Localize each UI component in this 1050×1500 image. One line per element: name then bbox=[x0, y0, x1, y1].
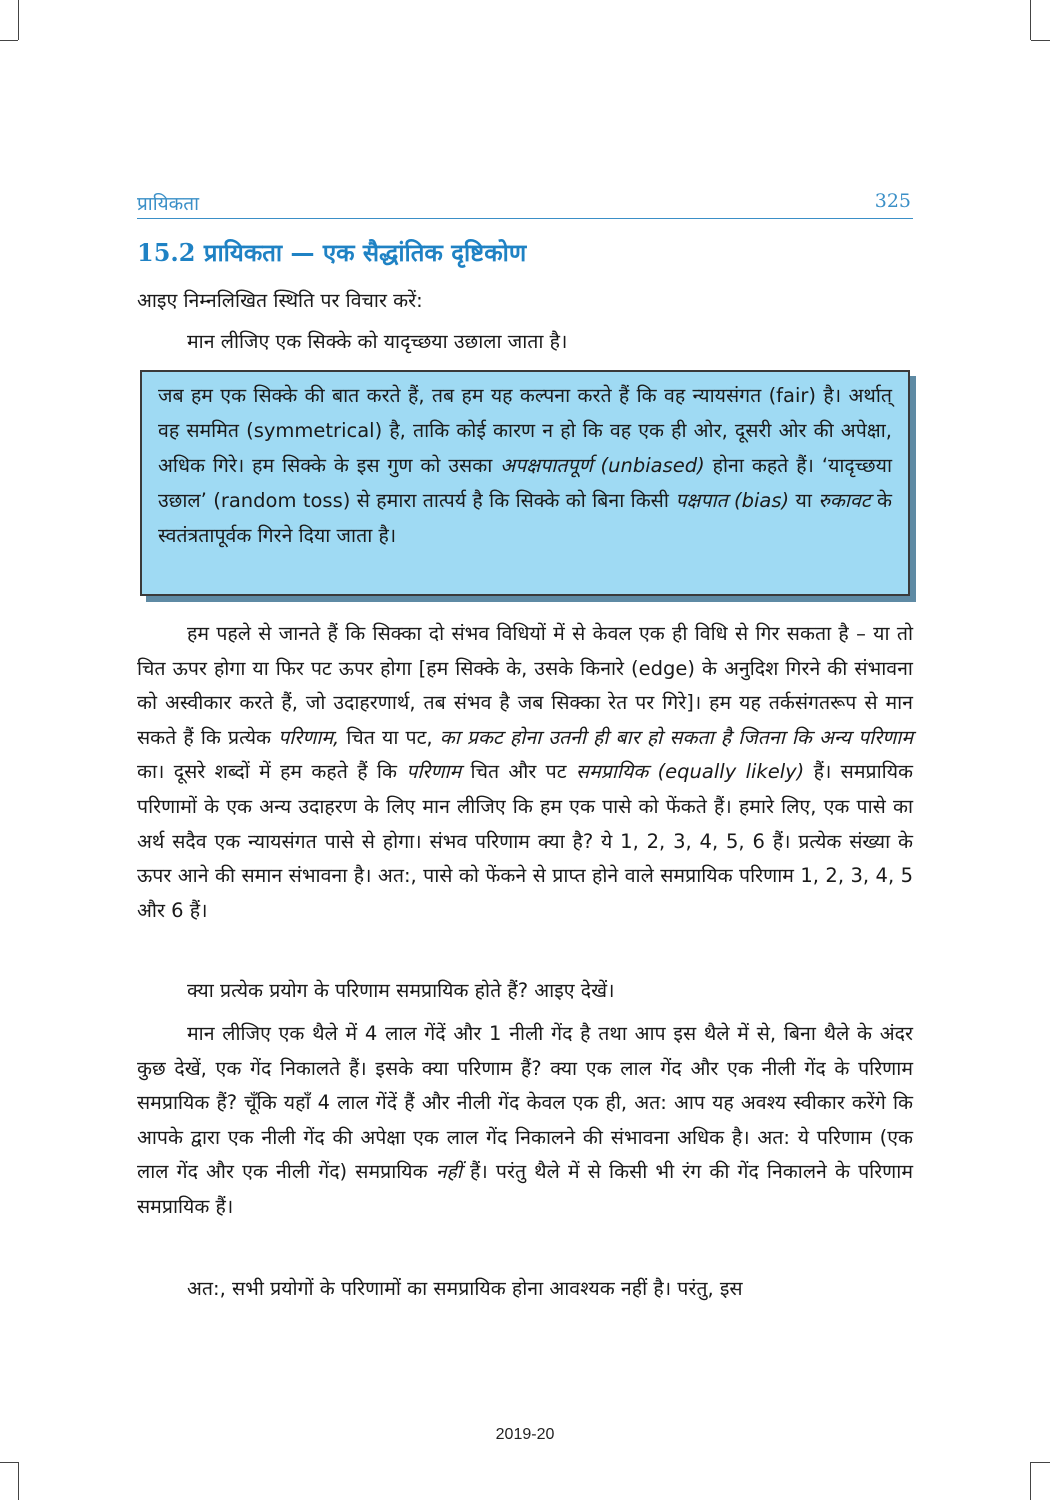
definition-callout-box bbox=[140, 370, 910, 596]
callout-shadow-right bbox=[910, 376, 916, 602]
section-title-text: प्रायिकता — एक सैद्धांतिक दृष्टिकोण bbox=[203, 239, 527, 267]
section-heading bbox=[137, 236, 913, 269]
crop-mark-bottom-left-h bbox=[0, 1462, 18, 1463]
callout-text-part: या bbox=[789, 489, 819, 512]
crop-mark-bottom-left-v bbox=[18, 1462, 19, 1500]
paragraph-text: चित या पट, bbox=[339, 725, 440, 749]
paragraph-question: क्या प्रत्येक प्रयोग के परिणाम समप्रायिक होते हैं? आइए देखें। bbox=[187, 979, 615, 1002]
paragraph-emphasis: नहीं bbox=[435, 1160, 462, 1184]
running-header bbox=[137, 188, 913, 219]
paragraph-emphasis: परिणाम, bbox=[278, 725, 340, 749]
callout-text-part: जब हम एक सिक्के की बात करते हैं, तब हम यह कल्पना करते हैं कि वह न्यायसंगत (fair) है। अर्थात् वह सममित (symmetrical) है, ताकि कोई कारण न हो कि वह एक ही ओर, दूसरी ओर की अपेक्षा, अधिक गिरे। हम सिक्के के इस गुण को उसका bbox=[158, 384, 892, 477]
paragraph-emphasis: परिणाम bbox=[406, 760, 462, 784]
statement-line: मान लीजिए एक सिक्के को यादृच्छया उछाला जाता है। bbox=[187, 330, 568, 353]
paragraph-coin-die bbox=[137, 617, 913, 928]
crop-mark-top-left-h bbox=[0, 40, 18, 41]
paragraph-text: का। दूसरे शब्दों में हम कहते हैं कि bbox=[137, 760, 407, 784]
paragraph-text: मान लीजिए एक थैले में 4 लाल गेंदें और 1 नीली गेंद है तथा आप इस थैले में से, बिना थैले के अंदर कुछ देखें, एक गेंद निकालते हैं। इसके क्या परिणाम हैं? क्या एक लाल गेंद और एक नीली गेंद के परिणाम समप्रायिक हैं? चूँकि यहाँ 4 लाल गेंदें हैं और नीली गेंद केवल एक ही, अत: आप यह अवश्य स्वीकार करेंगे कि आपके द्वारा एक नीली गेंद की अपेक्षा एक लाल गेंद निकालने की संभावना अधिक है। अत: ये परिणाम (एक लाल गेंद और एक नीली गेंद) समप्रायिक bbox=[137, 1022, 913, 1184]
intro-line: आइए निम्नलिखित स्थिति पर विचार करें: bbox=[137, 289, 423, 312]
paragraph-text: चित और पट bbox=[461, 760, 576, 784]
paragraph-balls bbox=[137, 1017, 913, 1225]
callout-emphasis: रुकावट bbox=[818, 489, 871, 512]
paragraph-text: हैं। परंतु थैले में से किसी भी रंग की गेंद निकालने के परिणाम समप्रायिक हैं। bbox=[137, 1160, 913, 1218]
paragraph-text: हम पहले से जानते हैं कि सिक्का दो संभव विधियों में से केवल एक ही विधि से गिर सकता है – या तो चित ऊपर होगा या फिर पट ऊपर होगा [हम सिक्के के, उसके किनारे (edge) के अनुदिश गिरने की संभावना को अस्वीकार करते हैं, जो उदाहरणार्थ, तब संभव है जब सिक्का रेत पर गिरे]। हम यह तर्कसंगतरूप से मान सकते हैं कि प्रत्येक bbox=[137, 622, 913, 749]
crop-mark-top-left-v bbox=[18, 0, 19, 40]
section-number: 15.2 bbox=[137, 238, 196, 267]
callout-text bbox=[158, 378, 892, 553]
chapter-title: प्रायिकता bbox=[137, 193, 200, 215]
callout-emphasis: अपक्षपातपूर्ण (unbiased) bbox=[500, 454, 705, 477]
page-number: 325 bbox=[874, 190, 911, 212]
crop-mark-top-right-h bbox=[1031, 40, 1050, 41]
paragraph-conclusion: अत:, सभी प्रयोगों के परिणामों का समप्रायिक होना आवश्यक नहीं है। परंतु, इस bbox=[187, 1277, 743, 1300]
crop-mark-bottom-right-h bbox=[1031, 1462, 1050, 1463]
callout-text-part: होना कहते हैं। ‘यादृच्छया उछाल’ (random toss) से हमारा तात्पर्य है कि सिक्के को बिना किसी bbox=[158, 454, 892, 512]
crop-mark-bottom-right-v bbox=[1030, 1462, 1031, 1500]
crop-mark-top-right-v bbox=[1030, 0, 1031, 40]
paragraph-text: हैं। समप्रायिक परिणामों के एक अन्य उदाहरण के लिए मान लीजिए कि हम एक पासे को फेंकते हैं। हमारे लिए, एक पासे का अर्थ सदैव एक न्यायसंगत पासे से होगा। संभव परिणाम क्या है? ये 1, 2, 3, 4, 5, 6 हैं। प्रत्येक संख्या के ऊपर आने की समान संभावना है। अत:, पासे को फेंकने से प्राप्त होने वाले समप्रायिक परिणाम 1, 2, 3, 4, 5 और 6 हैं। bbox=[137, 760, 914, 922]
paragraph-emphasis: का प्रकट होना उतनी ही बार हो सकता है जितना कि अन्य परिणाम bbox=[439, 725, 913, 749]
callout-text-part: के स्वतंत्रतापूर्वक गिरने दिया जाता है। bbox=[158, 489, 892, 547]
callout-emphasis: पक्षपात (bias) bbox=[675, 489, 790, 512]
callout-shadow-bottom bbox=[146, 596, 916, 602]
paragraph-emphasis: समप्रायिक (equally likely) bbox=[575, 760, 805, 784]
footer-year: 2019-20 bbox=[495, 1426, 555, 1443]
